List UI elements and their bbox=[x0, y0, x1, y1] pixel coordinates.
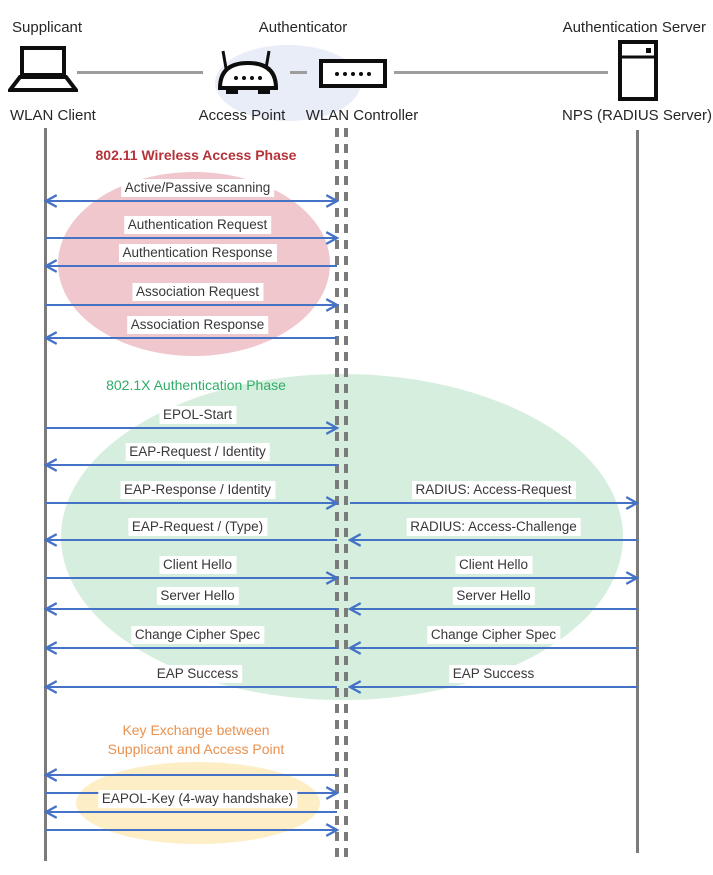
message-label: Authentication Request bbox=[124, 216, 272, 234]
message-label: EAPOL-Key (4-way handshake) bbox=[98, 790, 297, 808]
message-label: Association Request bbox=[132, 283, 263, 301]
controller-box-icon bbox=[319, 59, 389, 89]
message-label: EPOL-Start bbox=[159, 406, 236, 424]
message-label: EAP-Request / (Type) bbox=[128, 518, 267, 536]
wireless-router-icon bbox=[215, 47, 281, 97]
message-label: Change Cipher Spec bbox=[427, 626, 560, 644]
phase3-title-line2: Supplicant and Access Point bbox=[107, 741, 285, 757]
role-label-authenticator: Authenticator bbox=[258, 19, 348, 36]
role-label-supplicant: Supplicant bbox=[12, 19, 83, 36]
message-label: Active/Passive scanning bbox=[121, 179, 275, 197]
device-label-access-point: Access Point bbox=[198, 107, 286, 124]
phase3-title-line1: Key Exchange between bbox=[122, 722, 270, 738]
message-label: Client Hello bbox=[455, 556, 532, 574]
message-label: RADIUS: Access-Request bbox=[411, 481, 575, 499]
message-label: Client Hello bbox=[159, 556, 236, 574]
message-label: Server Hello bbox=[156, 587, 238, 605]
server-icon bbox=[617, 40, 659, 102]
message-label: Change Cipher Spec bbox=[131, 626, 264, 644]
phase3-title bbox=[50, 721, 342, 759]
message-label: Association Response bbox=[127, 316, 269, 334]
message-label: EAP Success bbox=[153, 665, 243, 683]
message-label: RADIUS: Access-Challenge bbox=[406, 518, 581, 536]
message-label: EAP-Request / Identity bbox=[125, 443, 270, 461]
phase2-title: 802.1X Authentication Phase bbox=[106, 377, 286, 393]
message-label: Server Hello bbox=[452, 587, 534, 605]
device-label-wlan-client: WLAN Client bbox=[10, 107, 96, 124]
laptop-icon bbox=[8, 44, 78, 93]
message-label: EAP Success bbox=[449, 665, 539, 683]
device-label-wlan-controller: WLAN Controller bbox=[305, 107, 419, 124]
message-label: Authentication Response bbox=[118, 244, 276, 262]
device-label-nps: NPS (RADIUS Server) bbox=[561, 107, 713, 124]
phase1-title: 802.11 Wireless Access Phase bbox=[95, 147, 297, 163]
message-label: EAP-Response / Identity bbox=[120, 481, 275, 499]
role-label-authentication-server: Authentication Server bbox=[562, 19, 706, 36]
